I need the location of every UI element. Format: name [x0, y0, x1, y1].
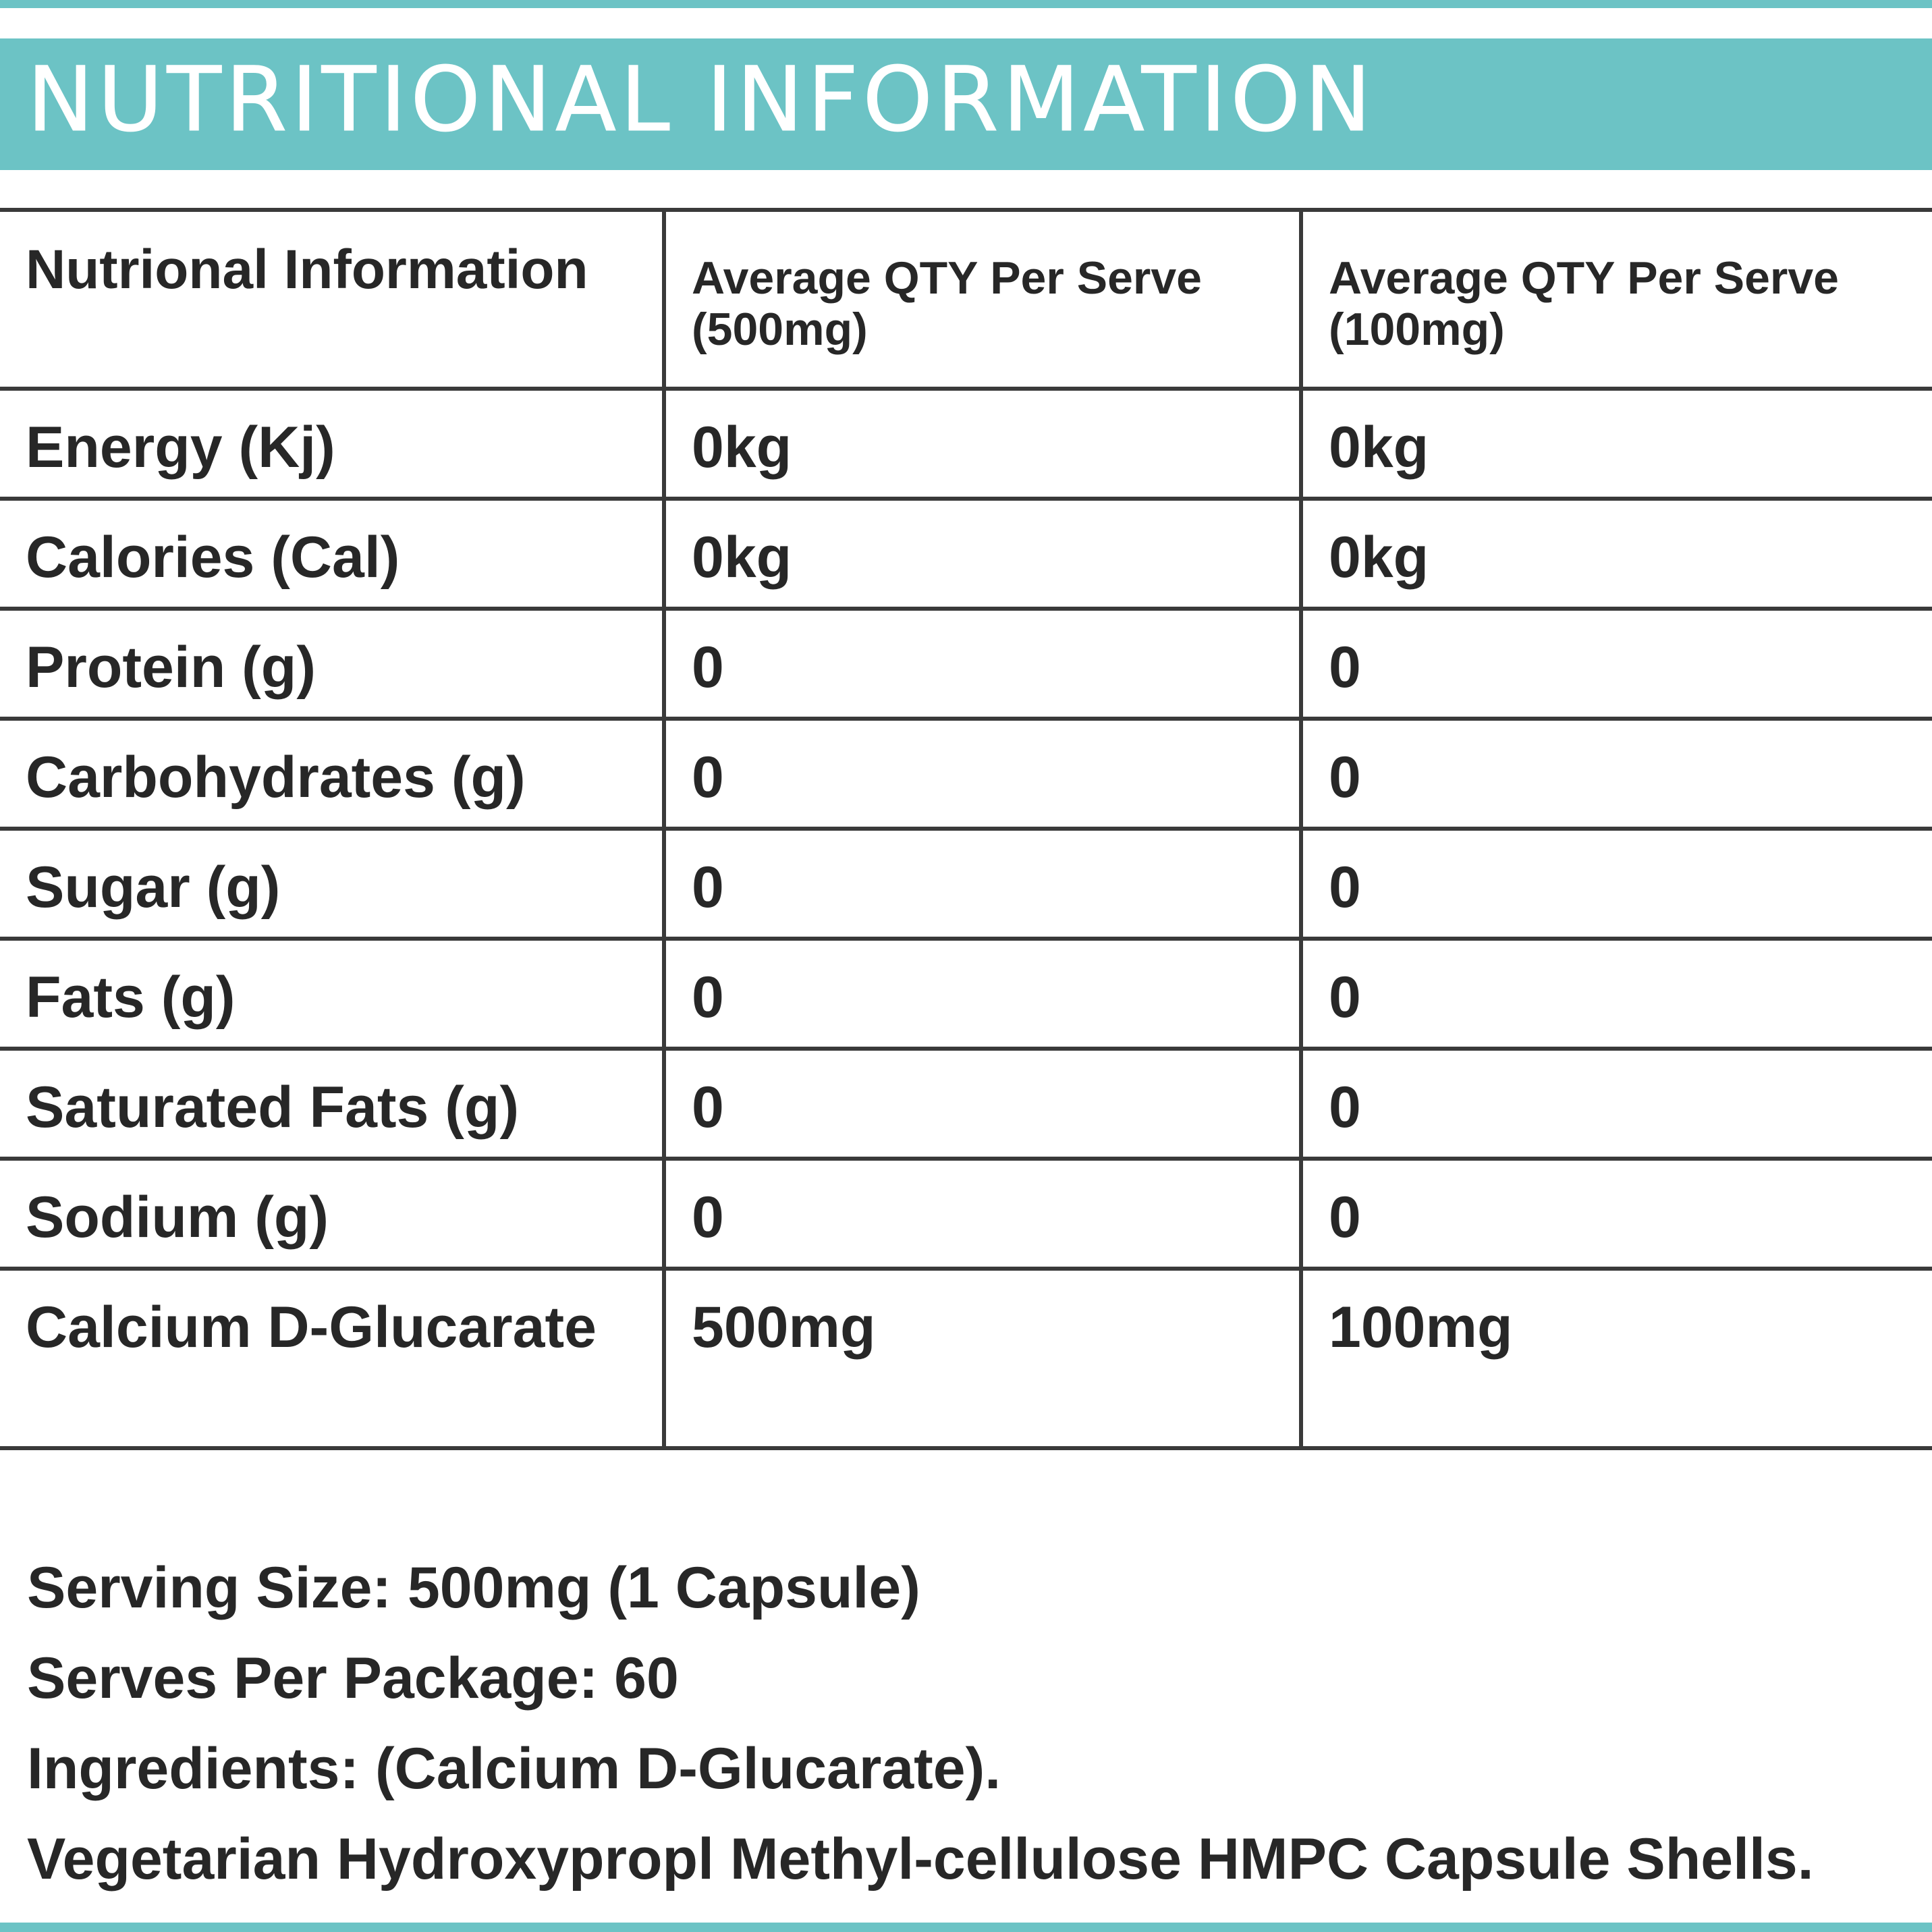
value-100mg: 0 — [1301, 719, 1932, 829]
value-500mg: 0 — [664, 1049, 1301, 1159]
value-100mg: 0 — [1301, 829, 1932, 939]
table-row — [0, 499, 1932, 609]
table-row — [0, 719, 1932, 829]
top-accent-stripe — [0, 0, 1932, 8]
serving-size-note: Serving Size: 500mg (1 Capsule) — [27, 1555, 920, 1620]
header-nutrient: Nutrional Information — [0, 210, 664, 389]
value-500mg: 0 — [664, 719, 1301, 829]
value-100mg: 0kg — [1301, 499, 1932, 609]
value-500mg: 0kg — [664, 389, 1301, 499]
table-row — [0, 829, 1932, 939]
value-500mg: 0 — [664, 609, 1301, 719]
table-row — [0, 1049, 1932, 1159]
page-title: NUTRITIONAL INFORMATION — [27, 48, 1375, 152]
nutrient-name: Saturated Fats (g) — [0, 1049, 664, 1159]
nutrient-name: Calcium D-Glucarate — [0, 1269, 664, 1448]
nutrition-table-container — [0, 208, 1932, 1450]
nutrient-name: Sodium (g) — [0, 1159, 664, 1269]
value-100mg: 0 — [1301, 939, 1932, 1049]
table-row — [0, 939, 1932, 1049]
nutrient-name: Carbohydrates (g) — [0, 719, 664, 829]
capsule-note: Vegetarian Hydroxypropl Methyl-cellulose HMPC Capsule Shells. — [27, 1827, 1814, 1892]
table-row — [0, 609, 1932, 719]
table-row — [0, 1269, 1932, 1448]
nutrient-name: Energy (Kj) — [0, 389, 664, 499]
value-500mg: 0 — [664, 829, 1301, 939]
table-row — [0, 1159, 1932, 1269]
header-per-serve-100mg: Average QTY Per Serve (100mg) — [1301, 210, 1932, 389]
product-notes — [27, 1543, 1814, 1904]
value-500mg: 0kg — [664, 499, 1301, 609]
bottom-accent-stripe — [0, 1923, 1932, 1932]
value-100mg: 100mg — [1301, 1269, 1932, 1448]
table-row — [0, 389, 1932, 499]
nutrient-name: Sugar (g) — [0, 829, 664, 939]
value-100mg: 0 — [1301, 1049, 1932, 1159]
value-500mg: 500mg — [664, 1269, 1301, 1448]
nutrient-name: Calories (Cal) — [0, 499, 664, 609]
value-100mg: 0 — [1301, 1159, 1932, 1269]
value-500mg: 0 — [664, 1159, 1301, 1269]
serves-per-package-note: Serves Per Package: 60 — [27, 1646, 679, 1711]
nutrient-name: Protein (g) — [0, 609, 664, 719]
nutrient-name: Fats (g) — [0, 939, 664, 1049]
nutrition-table — [0, 208, 1932, 1450]
header-per-serve-500mg: Average QTY Per Serve (500mg) — [664, 210, 1301, 389]
value-500mg: 0 — [664, 939, 1301, 1049]
ingredients-note: Ingredients: (Calcium D-Glucarate). — [27, 1736, 1001, 1801]
table-header-row — [0, 210, 1932, 389]
value-100mg: 0 — [1301, 609, 1932, 719]
value-100mg: 0kg — [1301, 389, 1932, 499]
